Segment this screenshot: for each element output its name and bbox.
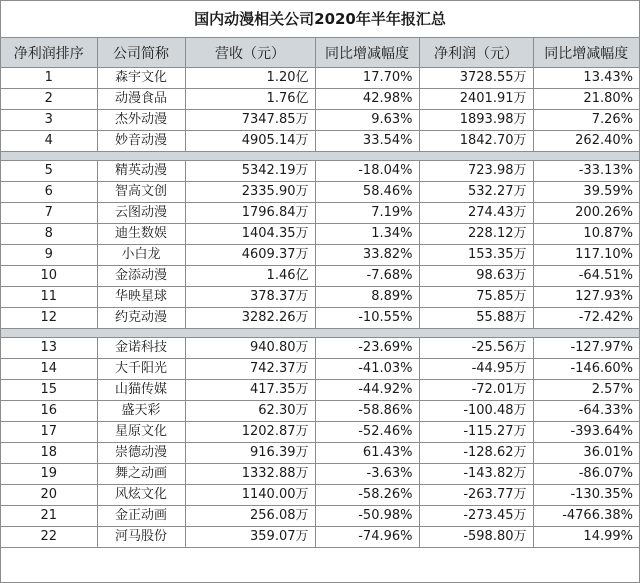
revenue-change-cell: 58.46% <box>315 182 419 203</box>
company-cell: 山猫传媒 <box>97 380 185 401</box>
rank-cell: 10 <box>1 266 97 287</box>
net-profit-cell: -100.48万 <box>419 401 533 422</box>
profit-change-cell: 39.59% <box>533 182 639 203</box>
rank-cell: 17 <box>1 422 97 443</box>
header-row <box>1 38 639 68</box>
profit-change-cell: 14.99% <box>533 527 639 548</box>
header-revenue: 营收（元） <box>185 38 315 68</box>
net-profit-cell: -44.95万 <box>419 359 533 380</box>
revenue-change-cell: 9.63% <box>315 110 419 131</box>
profit-change-cell: 2.57% <box>533 380 639 401</box>
revenue-cell: 4905.14万 <box>185 131 315 152</box>
profit-change-cell: 262.40% <box>533 131 639 152</box>
company-cell: 金添动漫 <box>97 266 185 287</box>
revenue-change-cell: -10.55% <box>315 308 419 329</box>
revenue-cell: 1.20亿 <box>185 68 315 89</box>
rank-cell: 9 <box>1 245 97 266</box>
rank-cell: 18 <box>1 443 97 464</box>
revenue-cell: 742.37万 <box>185 359 315 380</box>
header-rank: 净利润排序 <box>1 38 97 68</box>
table-row <box>1 287 639 308</box>
header-profit-change: 同比增减幅度 <box>533 38 639 68</box>
header-net-profit: 净利润（元） <box>419 38 533 68</box>
sheet-title: 国内动漫相关公司2020年半年报汇总 <box>1 1 639 38</box>
header-revenue-change: 同比增减幅度 <box>315 38 419 68</box>
revenue-change-cell: -74.96% <box>315 527 419 548</box>
profit-change-cell: -64.51% <box>533 266 639 287</box>
rank-cell: 7 <box>1 203 97 224</box>
company-cell: 云图动漫 <box>97 203 185 224</box>
table-row <box>1 68 639 89</box>
revenue-change-cell: -58.86% <box>315 401 419 422</box>
table-row <box>1 89 639 110</box>
rank-cell: 15 <box>1 380 97 401</box>
revenue-cell: 916.39万 <box>185 443 315 464</box>
revenue-change-cell: 33.82% <box>315 245 419 266</box>
table-row <box>1 245 639 266</box>
profit-change-cell: 200.26% <box>533 203 639 224</box>
net-profit-cell: -25.56万 <box>419 338 533 359</box>
profit-change-cell: -130.35% <box>533 485 639 506</box>
profit-change-cell: -4766.38% <box>533 506 639 527</box>
company-cell: 华映星球 <box>97 287 185 308</box>
revenue-change-cell: -50.98% <box>315 506 419 527</box>
profit-change-cell: 127.93% <box>533 287 639 308</box>
results-table <box>1 38 639 548</box>
net-profit-cell: -143.82万 <box>419 464 533 485</box>
revenue-cell: 1.46亿 <box>185 266 315 287</box>
company-cell: 大千阳光 <box>97 359 185 380</box>
company-cell: 妙音动漫 <box>97 131 185 152</box>
revenue-cell: 3282.26万 <box>185 308 315 329</box>
net-profit-cell: 75.85万 <box>419 287 533 308</box>
rank-cell: 11 <box>1 287 97 308</box>
rank-cell: 6 <box>1 182 97 203</box>
revenue-cell: 1796.84万 <box>185 203 315 224</box>
net-profit-cell: 1893.98万 <box>419 110 533 131</box>
group-separator <box>1 152 639 161</box>
profit-change-cell: -86.07% <box>533 464 639 485</box>
net-profit-cell: 98.63万 <box>419 266 533 287</box>
rank-cell: 12 <box>1 308 97 329</box>
company-cell: 迪生数娱 <box>97 224 185 245</box>
company-cell: 风炫文化 <box>97 485 185 506</box>
revenue-change-cell: 33.54% <box>315 131 419 152</box>
revenue-cell: 5342.19万 <box>185 161 315 182</box>
rank-cell: 14 <box>1 359 97 380</box>
separator-cell <box>1 329 639 338</box>
rank-cell: 22 <box>1 527 97 548</box>
table-row <box>1 464 639 485</box>
revenue-cell: 1.76亿 <box>185 89 315 110</box>
profit-change-cell: -393.64% <box>533 422 639 443</box>
profit-change-cell: 117.10% <box>533 245 639 266</box>
revenue-cell: 417.35万 <box>185 380 315 401</box>
revenue-change-cell: 61.43% <box>315 443 419 464</box>
profit-change-cell: 13.43% <box>533 68 639 89</box>
company-cell: 杰外动漫 <box>97 110 185 131</box>
profit-change-cell: -64.33% <box>533 401 639 422</box>
revenue-cell: 256.08万 <box>185 506 315 527</box>
net-profit-cell: 2401.91万 <box>419 89 533 110</box>
net-profit-cell: -263.77万 <box>419 485 533 506</box>
table-row <box>1 203 639 224</box>
revenue-change-cell: -7.68% <box>315 266 419 287</box>
rank-cell: 2 <box>1 89 97 110</box>
revenue-cell: 1202.87万 <box>185 422 315 443</box>
net-profit-cell: 723.98万 <box>419 161 533 182</box>
company-cell: 金正动画 <box>97 506 185 527</box>
revenue-change-cell: 7.19% <box>315 203 419 224</box>
net-profit-cell: 532.27万 <box>419 182 533 203</box>
revenue-cell: 4609.37万 <box>185 245 315 266</box>
company-cell: 河马股份 <box>97 527 185 548</box>
company-cell: 星原文化 <box>97 422 185 443</box>
revenue-cell: 2335.90万 <box>185 182 315 203</box>
revenue-change-cell: -3.63% <box>315 464 419 485</box>
revenue-change-cell: 1.34% <box>315 224 419 245</box>
net-profit-cell: -72.01万 <box>419 380 533 401</box>
table-row <box>1 131 639 152</box>
revenue-cell: 62.30万 <box>185 401 315 422</box>
profit-change-cell: -33.13% <box>533 161 639 182</box>
net-profit-cell: 55.88万 <box>419 308 533 329</box>
rank-cell: 21 <box>1 506 97 527</box>
separator-cell <box>1 152 639 161</box>
net-profit-cell: 274.43万 <box>419 203 533 224</box>
profit-change-cell: -72.42% <box>533 308 639 329</box>
revenue-change-cell: -44.92% <box>315 380 419 401</box>
revenue-change-cell: 8.89% <box>315 287 419 308</box>
revenue-cell: 940.80万 <box>185 338 315 359</box>
company-cell: 盛天彩 <box>97 401 185 422</box>
net-profit-cell: -598.80万 <box>419 527 533 548</box>
net-profit-cell: 3728.55万 <box>419 68 533 89</box>
table-row <box>1 527 639 548</box>
rank-cell: 20 <box>1 485 97 506</box>
rank-cell: 13 <box>1 338 97 359</box>
rank-cell: 4 <box>1 131 97 152</box>
table-row <box>1 224 639 245</box>
table-row <box>1 308 639 329</box>
table-row <box>1 338 639 359</box>
company-cell: 约克动漫 <box>97 308 185 329</box>
table-row <box>1 110 639 131</box>
table-row <box>1 359 639 380</box>
company-cell: 崇德动漫 <box>97 443 185 464</box>
group-separator <box>1 329 639 338</box>
revenue-change-cell: 42.98% <box>315 89 419 110</box>
table-row <box>1 422 639 443</box>
profit-change-cell: 7.26% <box>533 110 639 131</box>
net-profit-cell: -128.62万 <box>419 443 533 464</box>
revenue-cell: 1404.35万 <box>185 224 315 245</box>
table-body <box>1 68 639 548</box>
profit-change-cell: 10.87% <box>533 224 639 245</box>
company-cell: 智高文创 <box>97 182 185 203</box>
header-company: 公司简称 <box>97 38 185 68</box>
company-cell: 舞之动画 <box>97 464 185 485</box>
revenue-change-cell: -58.26% <box>315 485 419 506</box>
revenue-cell: 378.37万 <box>185 287 315 308</box>
profit-change-cell: 36.01% <box>533 443 639 464</box>
table-row <box>1 266 639 287</box>
revenue-cell: 7347.85万 <box>185 110 315 131</box>
profit-change-cell: -127.97% <box>533 338 639 359</box>
table-row <box>1 380 639 401</box>
rank-cell: 3 <box>1 110 97 131</box>
revenue-change-cell: 17.70% <box>315 68 419 89</box>
rank-cell: 19 <box>1 464 97 485</box>
company-cell: 森宇文化 <box>97 68 185 89</box>
profit-change-cell: -146.60% <box>533 359 639 380</box>
company-cell: 精英动漫 <box>97 161 185 182</box>
company-cell: 动漫食品 <box>97 89 185 110</box>
table-row <box>1 401 639 422</box>
rank-cell: 5 <box>1 161 97 182</box>
table-row <box>1 506 639 527</box>
revenue-change-cell: -41.03% <box>315 359 419 380</box>
revenue-cell: 1140.00万 <box>185 485 315 506</box>
profit-change-cell: 21.80% <box>533 89 639 110</box>
table-row <box>1 485 639 506</box>
revenue-change-cell: -23.69% <box>315 338 419 359</box>
rank-cell: 8 <box>1 224 97 245</box>
company-cell: 金诺科技 <box>97 338 185 359</box>
table-row <box>1 161 639 182</box>
revenue-change-cell: -52.46% <box>315 422 419 443</box>
revenue-change-cell: -18.04% <box>315 161 419 182</box>
net-profit-cell: -115.27万 <box>419 422 533 443</box>
net-profit-cell: -273.45万 <box>419 506 533 527</box>
net-profit-cell: 228.12万 <box>419 224 533 245</box>
revenue-cell: 359.07万 <box>185 527 315 548</box>
net-profit-cell: 1842.70万 <box>419 131 533 152</box>
table-row <box>1 443 639 464</box>
revenue-cell: 1332.88万 <box>185 464 315 485</box>
company-cell: 小白龙 <box>97 245 185 266</box>
rank-cell: 1 <box>1 68 97 89</box>
table-row <box>1 182 639 203</box>
net-profit-cell: 153.35万 <box>419 245 533 266</box>
rank-cell: 16 <box>1 401 97 422</box>
